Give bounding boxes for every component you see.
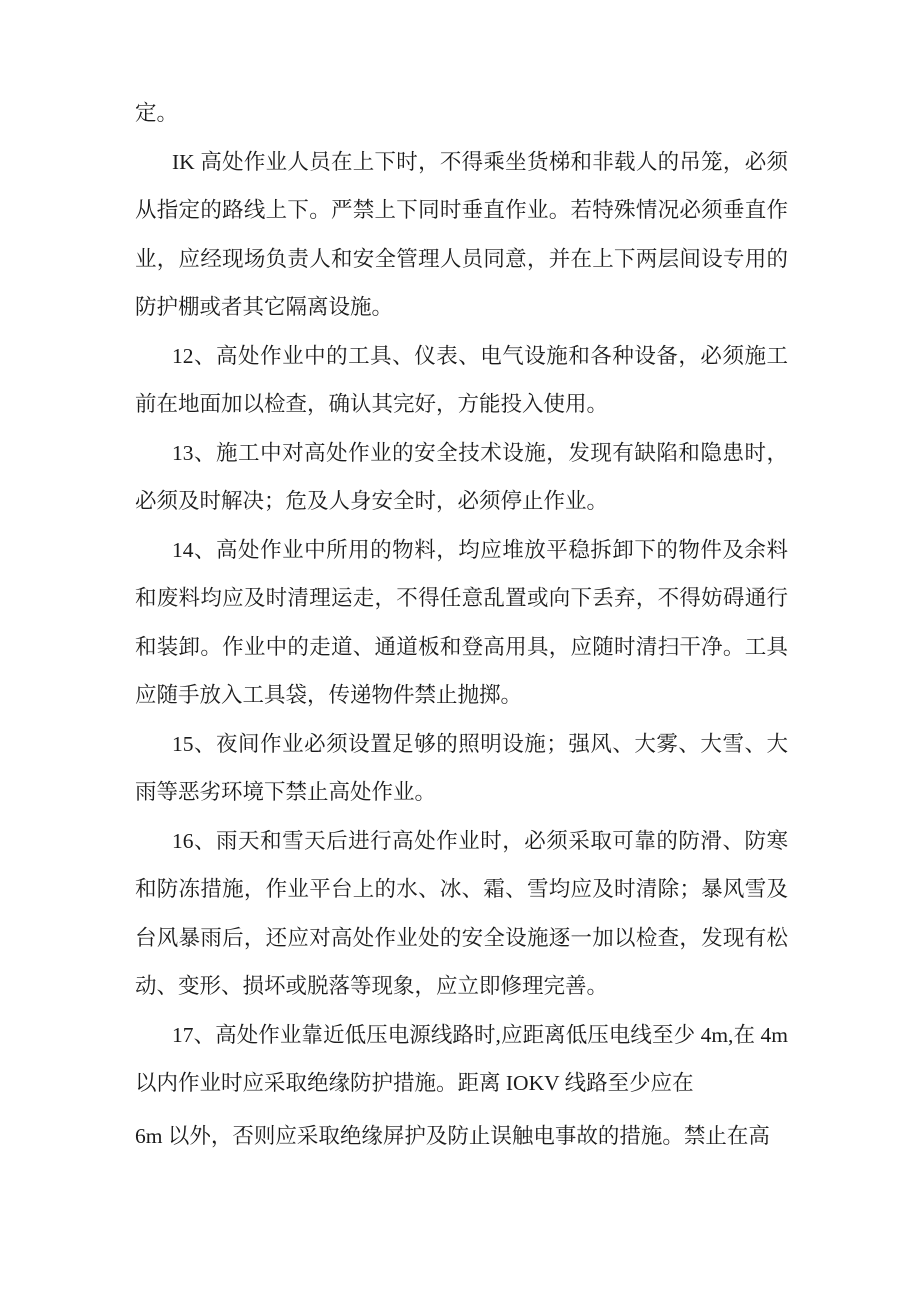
text-line: 定。: [135, 101, 179, 125]
text-line: 业，应经现场负责人和安全管理人员同意，并在上下两层间设专用的: [135, 246, 788, 271]
paragraph: [135, 332, 788, 429]
text-line: 和废料均应及时清理运走，不得任意乱置或向下丢弃，不得妨碍通行: [135, 586, 788, 610]
text-line: 16、雨天和雪天后进行高处作业时，必须采取可靠的防滑、防寒: [172, 828, 788, 853]
text-line: 和防冻措施，作业平台上的水、冰、霜、雪均应及时清除；暴风雪及: [135, 877, 788, 901]
text-line: 从指定的路线上下。严禁上下同时垂直作业。若特殊情况必须垂直作: [135, 198, 788, 222]
text-line: 和装卸。作业中的走道、通道板和登高用具，应随时清扫干净。工具: [135, 634, 788, 659]
paragraph: [135, 1112, 788, 1161]
paragraph: [135, 89, 788, 138]
text-line: 12、高处作业中的工具、仪表、电气设施和各种设备，必须施工: [172, 343, 788, 368]
paragraph: [135, 429, 788, 526]
paragraph: [135, 720, 788, 817]
text-line: 防护棚或者其它隔离设施。: [135, 295, 394, 319]
text-line: 前在地面加以检查，确认其完好，方能投入使用。: [135, 392, 609, 416]
text-line: IK 高处作业人员在上下时，不得乘坐货梯和非载人的吊笼，必须: [172, 149, 788, 174]
text-line: 雨等恶劣环境下禁止高处作业。: [135, 780, 437, 804]
text-column: [135, 89, 788, 1160]
paragraph: [135, 817, 788, 1011]
text-line: 17、高处作业靠近低压电源线路时,应距离低压电线至少 4m,在 4m: [172, 1022, 788, 1047]
text-line: 必须及时解决；危及人身安全时，必须停止作业。: [135, 489, 609, 513]
text-line: 台风暴雨后，还应对高处作业处的安全设施逐一加以检查，发现有松: [135, 925, 788, 950]
text-line: 15、夜间作业必须设置足够的照明设施；强风、大雾、大雪、大: [172, 731, 788, 756]
text-line: 14、高处作业中所用的物料，均应堆放平稳拆卸下的物件及余料: [172, 537, 788, 562]
text-line: 6m 以外，否则应采取绝缘屏护及防止误触电事故的措施。禁止在高: [135, 1123, 770, 1148]
text-line: 以内作业时应采取绝缘防护措施。距离 IOKV 线路至少应在: [135, 1071, 694, 1095]
paragraph: [135, 138, 788, 332]
text-line: 应随手放入工具袋，传递物件禁止抛掷。: [135, 683, 523, 707]
paragraph: [135, 1011, 788, 1108]
paragraph: [135, 526, 788, 720]
text-line: 动、变形、损坏或脱落等现象，应立即修理完善。: [135, 974, 609, 998]
text-line: 13、施工中对高处作业的安全技术设施，发现有缺陷和隐患时，: [172, 440, 788, 465]
